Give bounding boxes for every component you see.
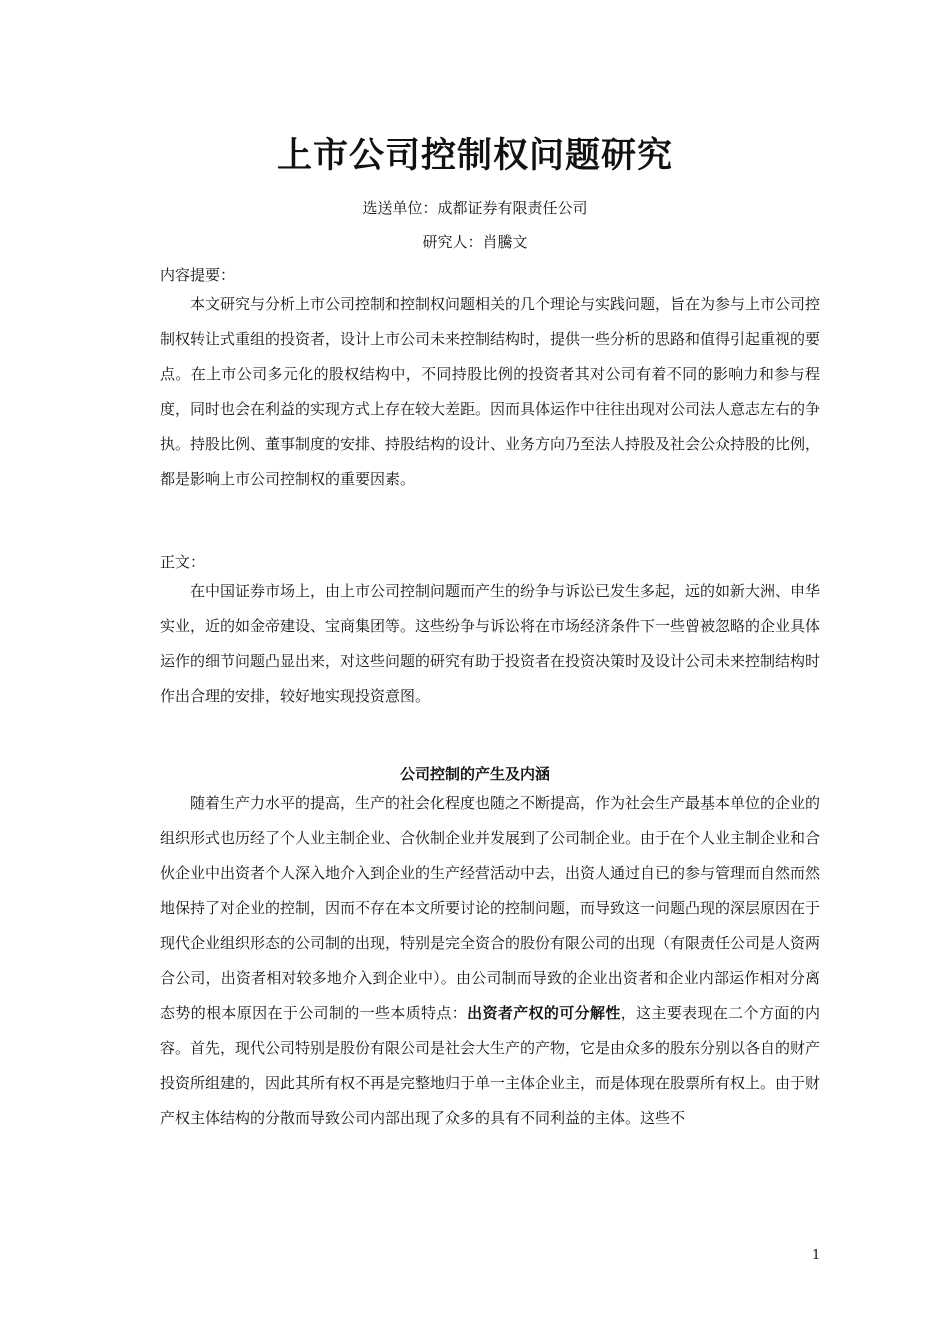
submitting-unit: 选送单位：成都证券有限责任公司	[362, 199, 588, 217]
section-heading: 公司控制的产生及内涵	[399, 765, 550, 783]
body-label: 正文：	[160, 553, 206, 571]
section-bold-phrase: 出资者产权的可分解性	[467, 1004, 621, 1022]
section-text-2: ，这主要表现在二个方面的内容。首先，现代公司特别是股份有限公司是社会大生产的产物，它是由众多的股东分别以各自的财产投资所组建的，因此其所有权不再是完整地归于单一主体企业主，而是体现在股票所有权上。由于财产权主体结构的分散而导致公司内部出现了众多的具有不同利益的主体。这些不	[160, 1004, 821, 1127]
intro-paragraph: 在中国证券市场上，由上市公司控制问题而产生的纷争与诉讼已发生多起，远的如新大洲、申华实业，近的如金帝建设、宝商集团等。这些纷争与诉讼将在市场经济条件下一些曾被忽略的企业具体运作的细节问题凸显出来，对这些问题的研究有助于投资者在投资决策时及设计公司未来控制结构时作出合理的安排，较好地实现投资意图。	[160, 582, 821, 705]
abstract-label: 内容提要：	[160, 266, 236, 284]
document-title: 上市公司控制权问题研究	[276, 136, 673, 176]
section-paragraph	[160, 786, 820, 1136]
section-text-1: 随着生产力水平的提高，生产的社会化程度也随之不断提高，作为社会生产最基本单位的企业的组织形式也历经了个人业主制企业、合伙制企业并发展到了公司制企业。由于在个人业主制企业和合伙企业中出资者个人深入地介入到企业的生产经营活动中去，出资人通过自已的参与管理而自然而然地保持了对企业的控制，因而不存在本文所要讨论的控制问题，而导致这一问题凸现的深层原因在于现代企业组织形态的公司制的出现，特别是完全资合的股份有限公司的出现（有限责任公司是人资两合公司，出资者相对较多地介入到企业中）。由公司制而导致的企业出资者和企业内部运作相对分离态势的根本原因在于公司制的一些本质特点：	[160, 794, 821, 1022]
abstract-paragraph: 本文研究与分析上市公司控制和控制权问题相关的几个理论与实践问题，旨在为参与上市公司控制权转让式重组的投资者，设计上市公司未来控制结构时，提供一些分析的思路和值得引起重视的要点。在上市公司多元化的股权结构中，不同持股比例的投资者其对公司有着不同的影响力和参与程度，同时也会在利益的实现方式上存在较大差距。因而具体运作中往往出现对公司法人意志左右的争执。持股比例、董事制度的安排、持股结构的设计、业务方向乃至法人持股及社会公众持股的比例，都是影响上市公司控制权的重要因素。	[160, 295, 821, 488]
researcher: 研究人：肖騰文	[422, 233, 528, 251]
page-number: 1	[812, 1248, 821, 1263]
